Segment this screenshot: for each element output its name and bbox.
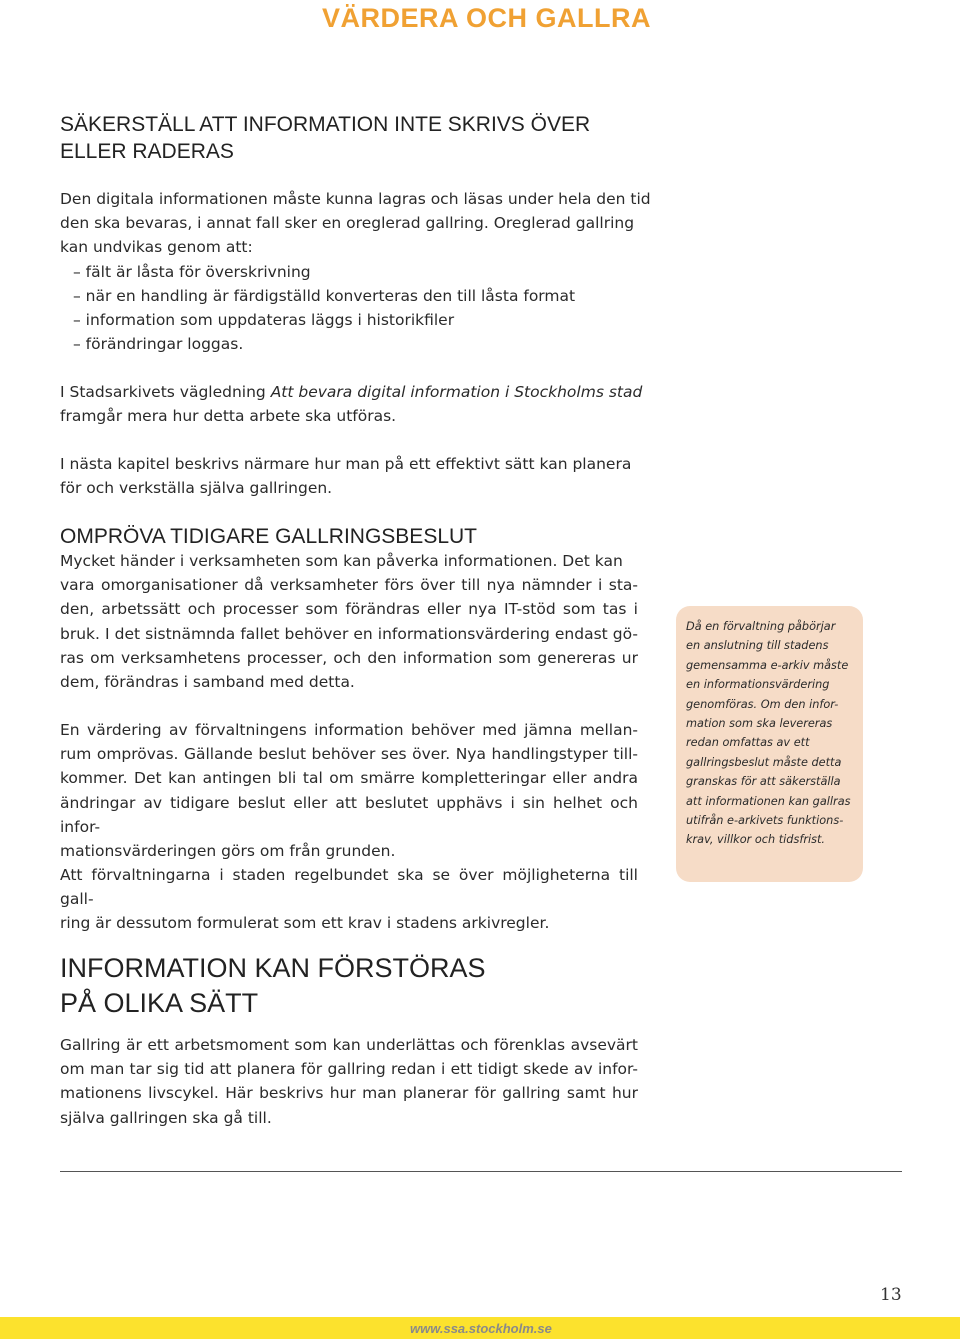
paragraph-guidance <box>60 380 643 428</box>
text-line: ring är dessutom formulerat som ett krav i stadens arkivregler. <box>60 914 550 933</box>
section-heading-overwrite <box>60 111 590 165</box>
text-line: bruk. I det sistnämnda fallet behöver en informationsvärdering endast gö- <box>60 624 638 643</box>
paragraph-next-chapter <box>60 452 638 500</box>
page-number: 13 <box>880 1285 902 1305</box>
sidebox-line: granskas för att säkerställa <box>686 775 841 788</box>
text-line: Den digitala informationen måste kunna lagras och läsas under hela den tid <box>60 190 651 208</box>
sidebox-line: genomföras. Om den infor- <box>686 698 839 711</box>
paragraph-requirement <box>60 863 638 936</box>
sidebox-line: redan omfattas av ett <box>686 736 810 749</box>
heading-line: OMPRÖVA TIDIGARE GALLRINGSBESLUT <box>60 525 477 548</box>
text-line: I nästa kapitel beskrivs närmare hur man på ett effektivt sätt kan planera <box>60 455 632 473</box>
sidebox-line: mation som ska levereras <box>686 717 833 730</box>
footer-url-link[interactable]: www.ssa.stockholm.se <box>410 1321 552 1336</box>
sidebox-line: en informationsvärdering <box>686 678 830 691</box>
text-line: En värdering av förvaltningens information behöver med jämna mellan- <box>60 721 638 739</box>
section-heading-reconsider <box>60 523 477 550</box>
sidebox-line: Då en förvaltning påbörjar <box>686 620 836 633</box>
sidebox-line: utifrån e-arkivets funktions- <box>686 814 844 827</box>
document-title-reference: Att bevara digital information i Stockholms stad <box>270 383 643 401</box>
text-line: mationsvärderingen görs om från grunden. <box>60 842 396 861</box>
paragraph-valuation <box>60 718 638 863</box>
list-item: – fält är låsta för överskrivning <box>73 262 311 281</box>
heading-line: ELLER RADERAS <box>60 140 234 163</box>
sidebox-line: gallringsbeslut måste detta <box>686 756 842 769</box>
text-fragment: I Stadsarkivets vägledning <box>60 383 271 401</box>
text-line: kommer. Det kan antingen bli tal om smärre kompletteringar eller andra <box>60 769 638 788</box>
horizontal-rule <box>60 1171 902 1172</box>
sidebox-line: att informationen kan gallras <box>686 795 851 808</box>
text-line: vara omorganisationer då verksamheter förs över till nya nämnder i sta- <box>60 576 638 595</box>
heading-line: PÅ OLIKA SÄTT <box>60 988 259 1018</box>
text-line: Att förvaltningarna i staden regelbundet ska se över möjligheterna till gall- <box>60 866 638 909</box>
sidebox-line: en anslutning till stadens <box>686 639 829 652</box>
info-sidebox <box>676 606 863 882</box>
text-line: mationens livscykel. Här beskrivs hur man planerar för gallring samt hur <box>60 1084 638 1103</box>
paragraph-digital-storage <box>60 187 651 356</box>
text-line: framgår mera hur detta arbete ska utföras. <box>60 407 397 426</box>
paragraph-planning <box>60 1033 638 1130</box>
text-line: kan undvikas genom att: <box>60 238 253 257</box>
text-line: den, arbetssätt och processer som förändras eller nya IT-stöd som tas i <box>60 600 638 619</box>
text-line: den ska bevaras, i annat fall sker en oreglerad gallring. Oreglerad gallring <box>60 214 635 233</box>
text-line: för och verkställa själva gallringen. <box>60 479 333 498</box>
text-line: rum omprövas. Gällande beslut behöver ses över. Nya handlingstyper till- <box>60 745 638 764</box>
list-item: – när en handling är färdigställd konverteras den till låsta format <box>73 286 576 305</box>
text-line: ras om verksamhetens processer, och den information som genereras ur <box>60 648 638 667</box>
sidebox-line: gemensamma e-arkiv måste <box>686 659 849 672</box>
list-item: – förändringar loggas. <box>73 335 244 354</box>
text-line <box>60 380 643 404</box>
text-line: ändringar av tidigare beslut eller att beslutet upphävs i sin helhet och infor- <box>60 793 638 836</box>
paragraph-changes <box>60 549 638 694</box>
text-line: dem, förändras i samband med detta. <box>60 673 355 692</box>
text-line: Mycket händer i verksamheten som kan påverka informationen. Det kan <box>60 552 623 570</box>
heading-line: SÄKERSTÄLL ATT INFORMATION INTE SKRIVS ÖVER <box>60 113 591 136</box>
text-line: Gallring är ett arbetsmoment som kan underlättas och förenklas avsevärt <box>60 1036 638 1054</box>
text-line: om man tar sig tid att planera för gallring redan i ett tidigt skede av infor- <box>60 1060 638 1079</box>
chapter-title: VÄRDERA OCH GALLRA <box>322 3 651 33</box>
section-heading-destroy <box>60 951 486 1021</box>
sidebox-line: krav, villkor och tidsfrist. <box>686 833 826 846</box>
text-line: själva gallringen ska gå till. <box>60 1108 272 1127</box>
heading-line: INFORMATION KAN FÖRSTÖRAS <box>60 953 486 983</box>
list-item: – information som uppdateras läggs i historikfiler <box>73 311 455 330</box>
